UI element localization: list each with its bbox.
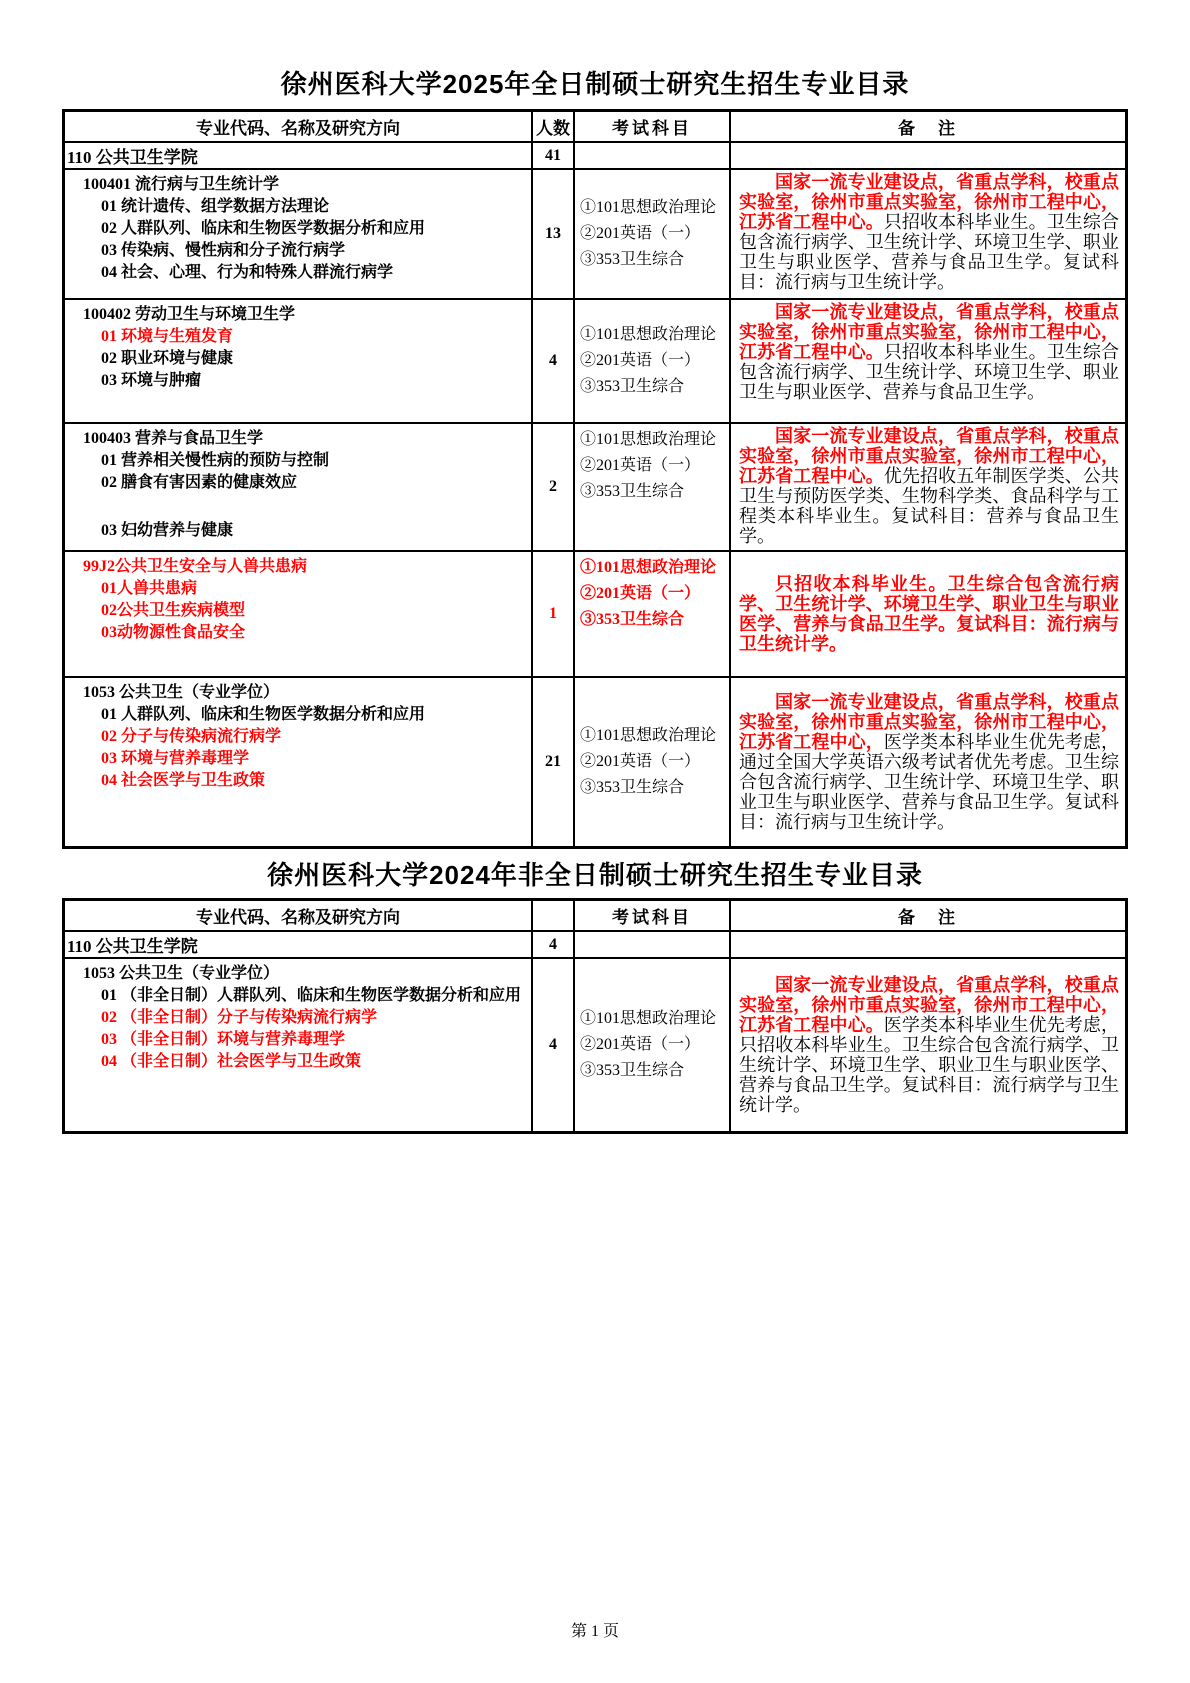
research-direction-line: 01 （非全日制）人群队列、临床和生物医学数据分析和应用 [101, 987, 522, 1004]
remark-cell [731, 552, 1125, 676]
admission-count: 4 [533, 300, 575, 422]
page-footer: 第 1 页 [570, 1623, 619, 1640]
remark-segment: 医学类本科毕业生优先考虑，通过全国大学英语六级考试者优先考虑。卫生综合包含流行病学、卫生统计学、环境卫生学、职业卫生与职业医学、营养与食品卫生学。复试科目：流行病与卫生统计学。 [739, 732, 1120, 832]
research-direction-line: 04 社会医学与卫生政策 [101, 772, 266, 789]
remark-text [739, 692, 1119, 832]
exam-cell [575, 959, 731, 1131]
program-row-99J2 [65, 550, 1125, 676]
remark-segment: 只招收本科毕业生。卫生综合包含流行病学、卫生统计学、环境卫生学、职业卫生与职业医学、营养与食品卫生学。复试科目：流行病与卫生统计学。 [739, 212, 1120, 292]
exam-cell [575, 552, 731, 676]
program-cell [65, 959, 533, 1131]
research-direction-line: 01 统计遗传、组学数据方法理论 [101, 198, 330, 215]
exam-subject-line: ②201英语（一） [580, 457, 701, 474]
header-exam: 考试科目 [575, 901, 731, 930]
program-cell [65, 424, 533, 550]
exam-subject-line: ①101思想政治理论 [580, 199, 717, 216]
exam-subject-line: ③353卫生综合 [580, 611, 685, 628]
program-cell [65, 300, 533, 422]
program-row-100401 [65, 168, 1125, 298]
research-direction-line: 02 人群队列、临床和生物医学数据分析和应用 [101, 220, 426, 237]
remark-segment: 只招收本科毕业生。卫生综合包含流行病学、卫生统计学、环境卫生学、职业卫生与职业医学、营养与食品卫生学。复试科目：流行病与卫生统计学。 [739, 574, 1119, 654]
exam-subject-line: ③353卫生综合 [580, 378, 685, 395]
remark-text [739, 302, 1119, 402]
remark-cell [731, 300, 1125, 422]
research-direction-line: 02 膳食有害因素的健康效应 [101, 474, 298, 491]
research-direction-line: 03 环境与肿瘤 [101, 372, 202, 389]
research-direction-line: 01 人群队列、临床和生物医学数据分析和应用 [101, 706, 426, 723]
exam-subject-line: ①101思想政治理论 [580, 1010, 717, 1027]
department-row [65, 930, 1125, 957]
program-cell [65, 170, 533, 298]
program-cell [65, 552, 533, 676]
research-direction-line: 03 妇幼营养与健康 [101, 522, 234, 539]
department-exam-cell [575, 932, 731, 957]
department-remark-cell [731, 932, 1125, 957]
research-direction-line: 04 社会、心理、行为和特殊人群流行病学 [101, 264, 394, 281]
remark-text [739, 426, 1119, 546]
exam-subject-line: ②201英语（一） [580, 585, 701, 602]
header-program: 专业代码、名称及研究方向 [65, 901, 533, 930]
document-page [62, 0, 1128, 1134]
remark-cell [731, 959, 1125, 1131]
remark-cell [731, 170, 1125, 298]
exam-subject-line: ②201英语（一） [580, 1036, 701, 1053]
exam-subject-line: ①101思想政治理论 [580, 326, 717, 343]
exam-subject-line: ③353卫生综合 [580, 251, 685, 268]
exam-cell [575, 300, 731, 422]
program-code-line: 100401 流行病与卫生统计学 [83, 176, 280, 193]
exam-subject-line: ③353卫生综合 [580, 1062, 685, 1079]
program-row-1053 [65, 676, 1125, 846]
remark-text [739, 574, 1119, 654]
exam-subject-line: ①101思想政治理论 [580, 559, 717, 576]
department-exam-cell [575, 143, 731, 168]
research-direction-line: 04 （非全日制）社会医学与卫生政策 [101, 1053, 362, 1070]
remark-cell [731, 678, 1125, 846]
remark-segment: 国家一流专业建设点，省重点学科，校重点实验室，徐州市重点实验室，徐州市工程中心，江苏省工程中心。 [739, 975, 1119, 1035]
table-header-row [65, 112, 1125, 141]
program-code-line: 1053 公共卫生（专业学位） [83, 965, 280, 982]
exam-subject-line: ①101思想政治理论 [580, 727, 717, 744]
research-direction-line: 01 营养相关慢性病的预防与控制 [101, 452, 330, 469]
program-directory-table-2024 [62, 898, 1128, 1134]
exam-subject-line: ②201英语（一） [580, 352, 701, 369]
remark-cell [731, 424, 1125, 550]
page-title: 徐州医科大学2025年全日制硕士研究生招生专业目录 [280, 69, 910, 99]
remark-segment: 国家一流专业建设点，省重点学科，校重点实验室，徐州市重点实验室，徐州市工程中心，江苏省工程中心。 [739, 302, 1119, 362]
remark-text [739, 975, 1119, 1115]
admission-count: 13 [533, 170, 575, 298]
department-name: 110 公共卫生学院 [65, 143, 533, 168]
research-direction-line: 02 （非全日制）分子与传染病流行病学 [101, 1009, 378, 1026]
research-direction-line: 01 环境与生殖发育 [101, 328, 234, 345]
exam-cell [575, 170, 731, 298]
program-code-line: 99J2公共卫生安全与人兽共患病 [83, 558, 308, 575]
remark-segment: 国家一流专业建设点，省重点学科，校重点实验室，徐州市重点实验室，徐州市工程中心，江苏省工程中心。 [739, 426, 1119, 486]
remark-segment: 优先招收五年制医学类、公共卫生与预防医学类、生物科学类、食品科学与工程类本科毕业生。复试科目：营养与食品卫生学。 [739, 466, 1120, 546]
program-row-100403 [65, 422, 1125, 550]
admission-count: 2 [533, 424, 575, 550]
research-direction-line: 02 职业环境与健康 [101, 350, 234, 367]
department-name: 110 公共卫生学院 [65, 932, 533, 957]
admission-count: 4 [533, 959, 575, 1131]
exam-subject-line: ③353卫生综合 [580, 483, 685, 500]
exam-cell [575, 678, 731, 846]
exam-cell [575, 424, 731, 550]
table-header-row [65, 901, 1125, 930]
header-count: 人数 [533, 112, 575, 141]
admission-count: 1 [533, 552, 575, 676]
research-direction-line: 03 环境与营养毒理学 [101, 750, 250, 767]
research-direction-line: 03动物源性食品安全 [101, 624, 246, 641]
remark-segment: 医学类本科毕业生优先考虑，只招收本科毕业生。卫生综合包含流行病学、卫生统计学、环境卫生学、职业卫生与职业医学、营养与食品卫生学。复试科目：流行病学与卫生统计学。 [739, 1015, 1120, 1115]
program-code-line: 1053 公共卫生（专业学位） [83, 684, 280, 701]
header-remark: 备 注 [898, 908, 958, 927]
department-count: 4 [533, 932, 575, 957]
remark-segment: 国家一流专业建设点，省重点学科，校重点实验室，徐州市重点实验室，徐州市工程中心，江苏省工程中心， [739, 692, 1119, 752]
admission-count: 21 [533, 678, 575, 846]
department-count: 41 [533, 143, 575, 168]
program-directory-table-2025 [62, 109, 1128, 849]
page-title-2: 徐州医科大学2024年非全日制硕士研究生招生专业目录 [267, 860, 923, 890]
exam-subject-line: ①101思想政治理论 [580, 431, 717, 448]
program-code-line: 100403 营养与食品卫生学 [83, 430, 264, 447]
remark-text [739, 172, 1119, 292]
program-row-1053-parttime [65, 957, 1125, 1131]
research-direction-line: 02公共卫生疾病模型 [101, 602, 246, 619]
research-direction-line: 03 （非全日制）环境与营养毒理学 [101, 1031, 346, 1048]
exam-subject-line: ②201英语（一） [580, 225, 701, 242]
exam-subject-line: ③353卫生综合 [580, 779, 685, 796]
exam-subject-line: ②201英语（一） [580, 753, 701, 770]
remark-segment: 国家一流专业建设点，省重点学科，校重点实验室，徐州市重点实验室，徐州市工程中心，江苏省工程中心。 [739, 172, 1119, 232]
header-remark: 备 注 [898, 119, 958, 138]
program-cell [65, 678, 533, 846]
remark-segment: 只招收本科毕业生。卫生综合包含流行病学、卫生统计学、环境卫生学、职业卫生与职业医学、营养与食品卫生学。 [739, 342, 1120, 402]
program-code-line: 100402 劳动卫生与环境卫生学 [83, 306, 296, 323]
header-exam: 考试科目 [575, 112, 731, 141]
program-row-100402 [65, 298, 1125, 422]
research-direction-line: 02 分子与传染病流行病学 [101, 728, 282, 745]
department-remark-cell [731, 143, 1125, 168]
header-program: 专业代码、名称及研究方向 [65, 112, 533, 141]
research-direction-line: 03 传染病、慢性病和分子流行病学 [101, 242, 346, 259]
department-row [65, 141, 1125, 168]
header-count [533, 901, 575, 930]
research-direction-line: 01人兽共患病 [101, 580, 198, 597]
